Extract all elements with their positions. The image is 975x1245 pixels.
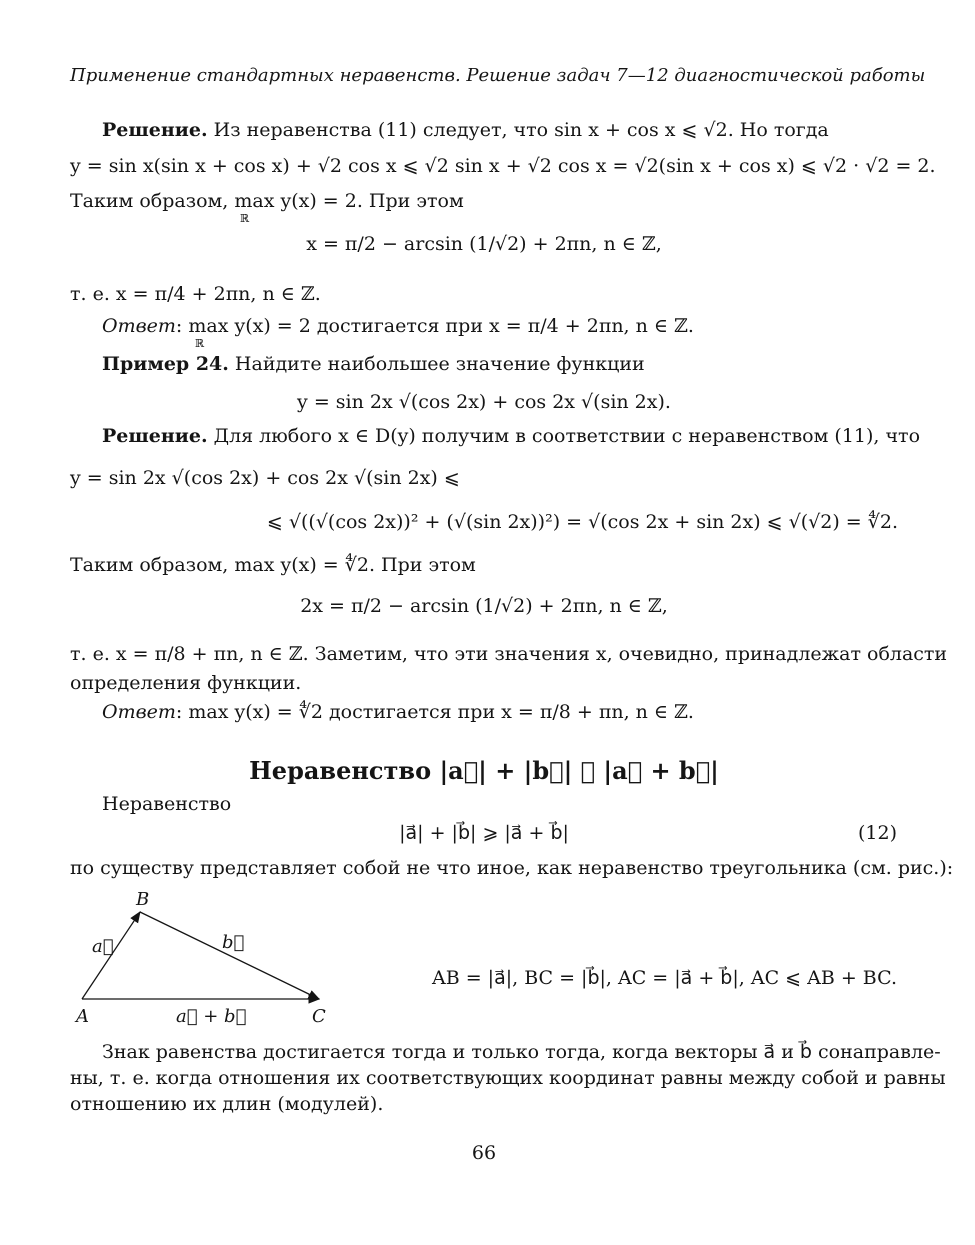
solution-text: Из неравенства (11) следует, что sin x + cos x ⩽ √2. Но тогда <box>213 119 829 141</box>
label-vector-b: b⃗ <box>222 932 245 953</box>
result-line-3: определения функции. <box>70 672 302 694</box>
max-line-2: Таким образом, max y(x) = ∜2. При этом <box>70 554 476 576</box>
result-line-1: т. е. x = π/4 + 2πn, n ∈ ℤ. <box>70 283 321 305</box>
equation-1: y = sin x(sin x + cos x) + √2 cos x ⩽ √2 sin x + √2 cos x = √2(sin x + cos x) ⩽ √2 · √2 = 2. <box>70 155 936 177</box>
answer-label-2: Ответ <box>102 701 176 723</box>
vector-b-arrow <box>140 912 319 999</box>
label-vector-a: a⃗ <box>92 936 114 957</box>
solution-text-2: Для любого x ∈ D(y) получим в соответствии с неравенством (11), что <box>213 425 921 447</box>
example-label: Пример 24. <box>102 353 229 375</box>
label-a-point: A <box>76 1006 89 1027</box>
example-heading <box>102 352 645 376</box>
solution-paragraph-1 <box>102 118 829 142</box>
equation-6: 2x = π/2 − arcsin (1/√2) + 2πn, n ∈ ℤ, <box>300 595 668 617</box>
answer-2 <box>102 700 694 724</box>
result-line-2: т. е. x = π/8 + πn, n ∈ ℤ. Заметим, что эти значения x, очевидно, принадлежат области <box>70 643 948 665</box>
solution-paragraph-2 <box>102 424 920 448</box>
page-number: 66 <box>471 1142 497 1164</box>
max-line-1: Таким образом, max y(x) = 2. При этом <box>70 190 464 212</box>
label-c-point: C <box>312 1006 326 1027</box>
solution-label: Решение. <box>102 119 208 141</box>
section-title: Неравенство |a⃗| + |b⃗| ⩾ |a⃗ + b⃗| <box>249 756 719 785</box>
equation-7: |a⃗| + |b⃗| ⩾ |a⃗ + b⃗| <box>399 822 569 844</box>
equation-5: ⩽ √((√(cos 2x))² + (√(sin 2x))²) = √(cos 2x + sin 2x) ⩽ √(√2) = ∜2. <box>266 511 898 533</box>
answer-text: : max y(x) = 2 достигается при x = π/4 + 2πn, n ∈ ℤ. <box>175 315 694 337</box>
closing-line-1-text: Знак равенства достигается тогда и только тогда, когда векторы a⃗ и b⃗ сонаправле- <box>102 1041 941 1063</box>
solution-label-2: Решение. <box>102 425 208 447</box>
closing-line-1 <box>102 1040 941 1064</box>
max-subscript-1: ℝ <box>240 212 250 225</box>
equation-3: y = sin 2x √(cos 2x) + cos 2x √(sin 2x). <box>297 391 671 413</box>
triangle-figure <box>60 885 340 1035</box>
label-vector-sum: a⃗ + b⃗ <box>176 1006 247 1027</box>
closing-line-2: ны, т. е. когда отношения их соответствующих координат равны между собой и равны <box>70 1067 946 1089</box>
max-subscript-2: ℝ <box>195 337 205 350</box>
equation-4: y = sin 2x √(cos 2x) + cos 2x √(sin 2x) ⩽ <box>70 467 460 489</box>
label-b-point: B <box>136 889 150 910</box>
intro-word: Неравенство <box>102 793 232 815</box>
closing-line-3: отношению их длин (модулей). <box>70 1093 384 1115</box>
running-header: Применение стандартных неравенств. Решение задач 7—12 диагностической работы <box>70 65 926 86</box>
triangle-sentence: по существу представляет собой не что иное, как неравенство треугольника (см. рис.): <box>70 857 954 879</box>
figure-relations: AB = |a⃗|, BC = |b⃗|, AC = |a⃗ + b⃗|, AC ⩽ AB + BC. <box>432 967 897 989</box>
equation-2: x = π/2 − arcsin (1/√2) + 2πn, n ∈ ℤ, <box>306 233 662 255</box>
equation-number: (12) <box>857 822 897 844</box>
answer-1 <box>102 314 694 338</box>
example-text: Найдите наибольшее значение функции <box>234 353 645 375</box>
answer-label: Ответ <box>102 315 176 337</box>
answer-text-2: : max y(x) = ∜2 достигается при x = π/8 + πn, n ∈ ℤ. <box>175 701 694 723</box>
